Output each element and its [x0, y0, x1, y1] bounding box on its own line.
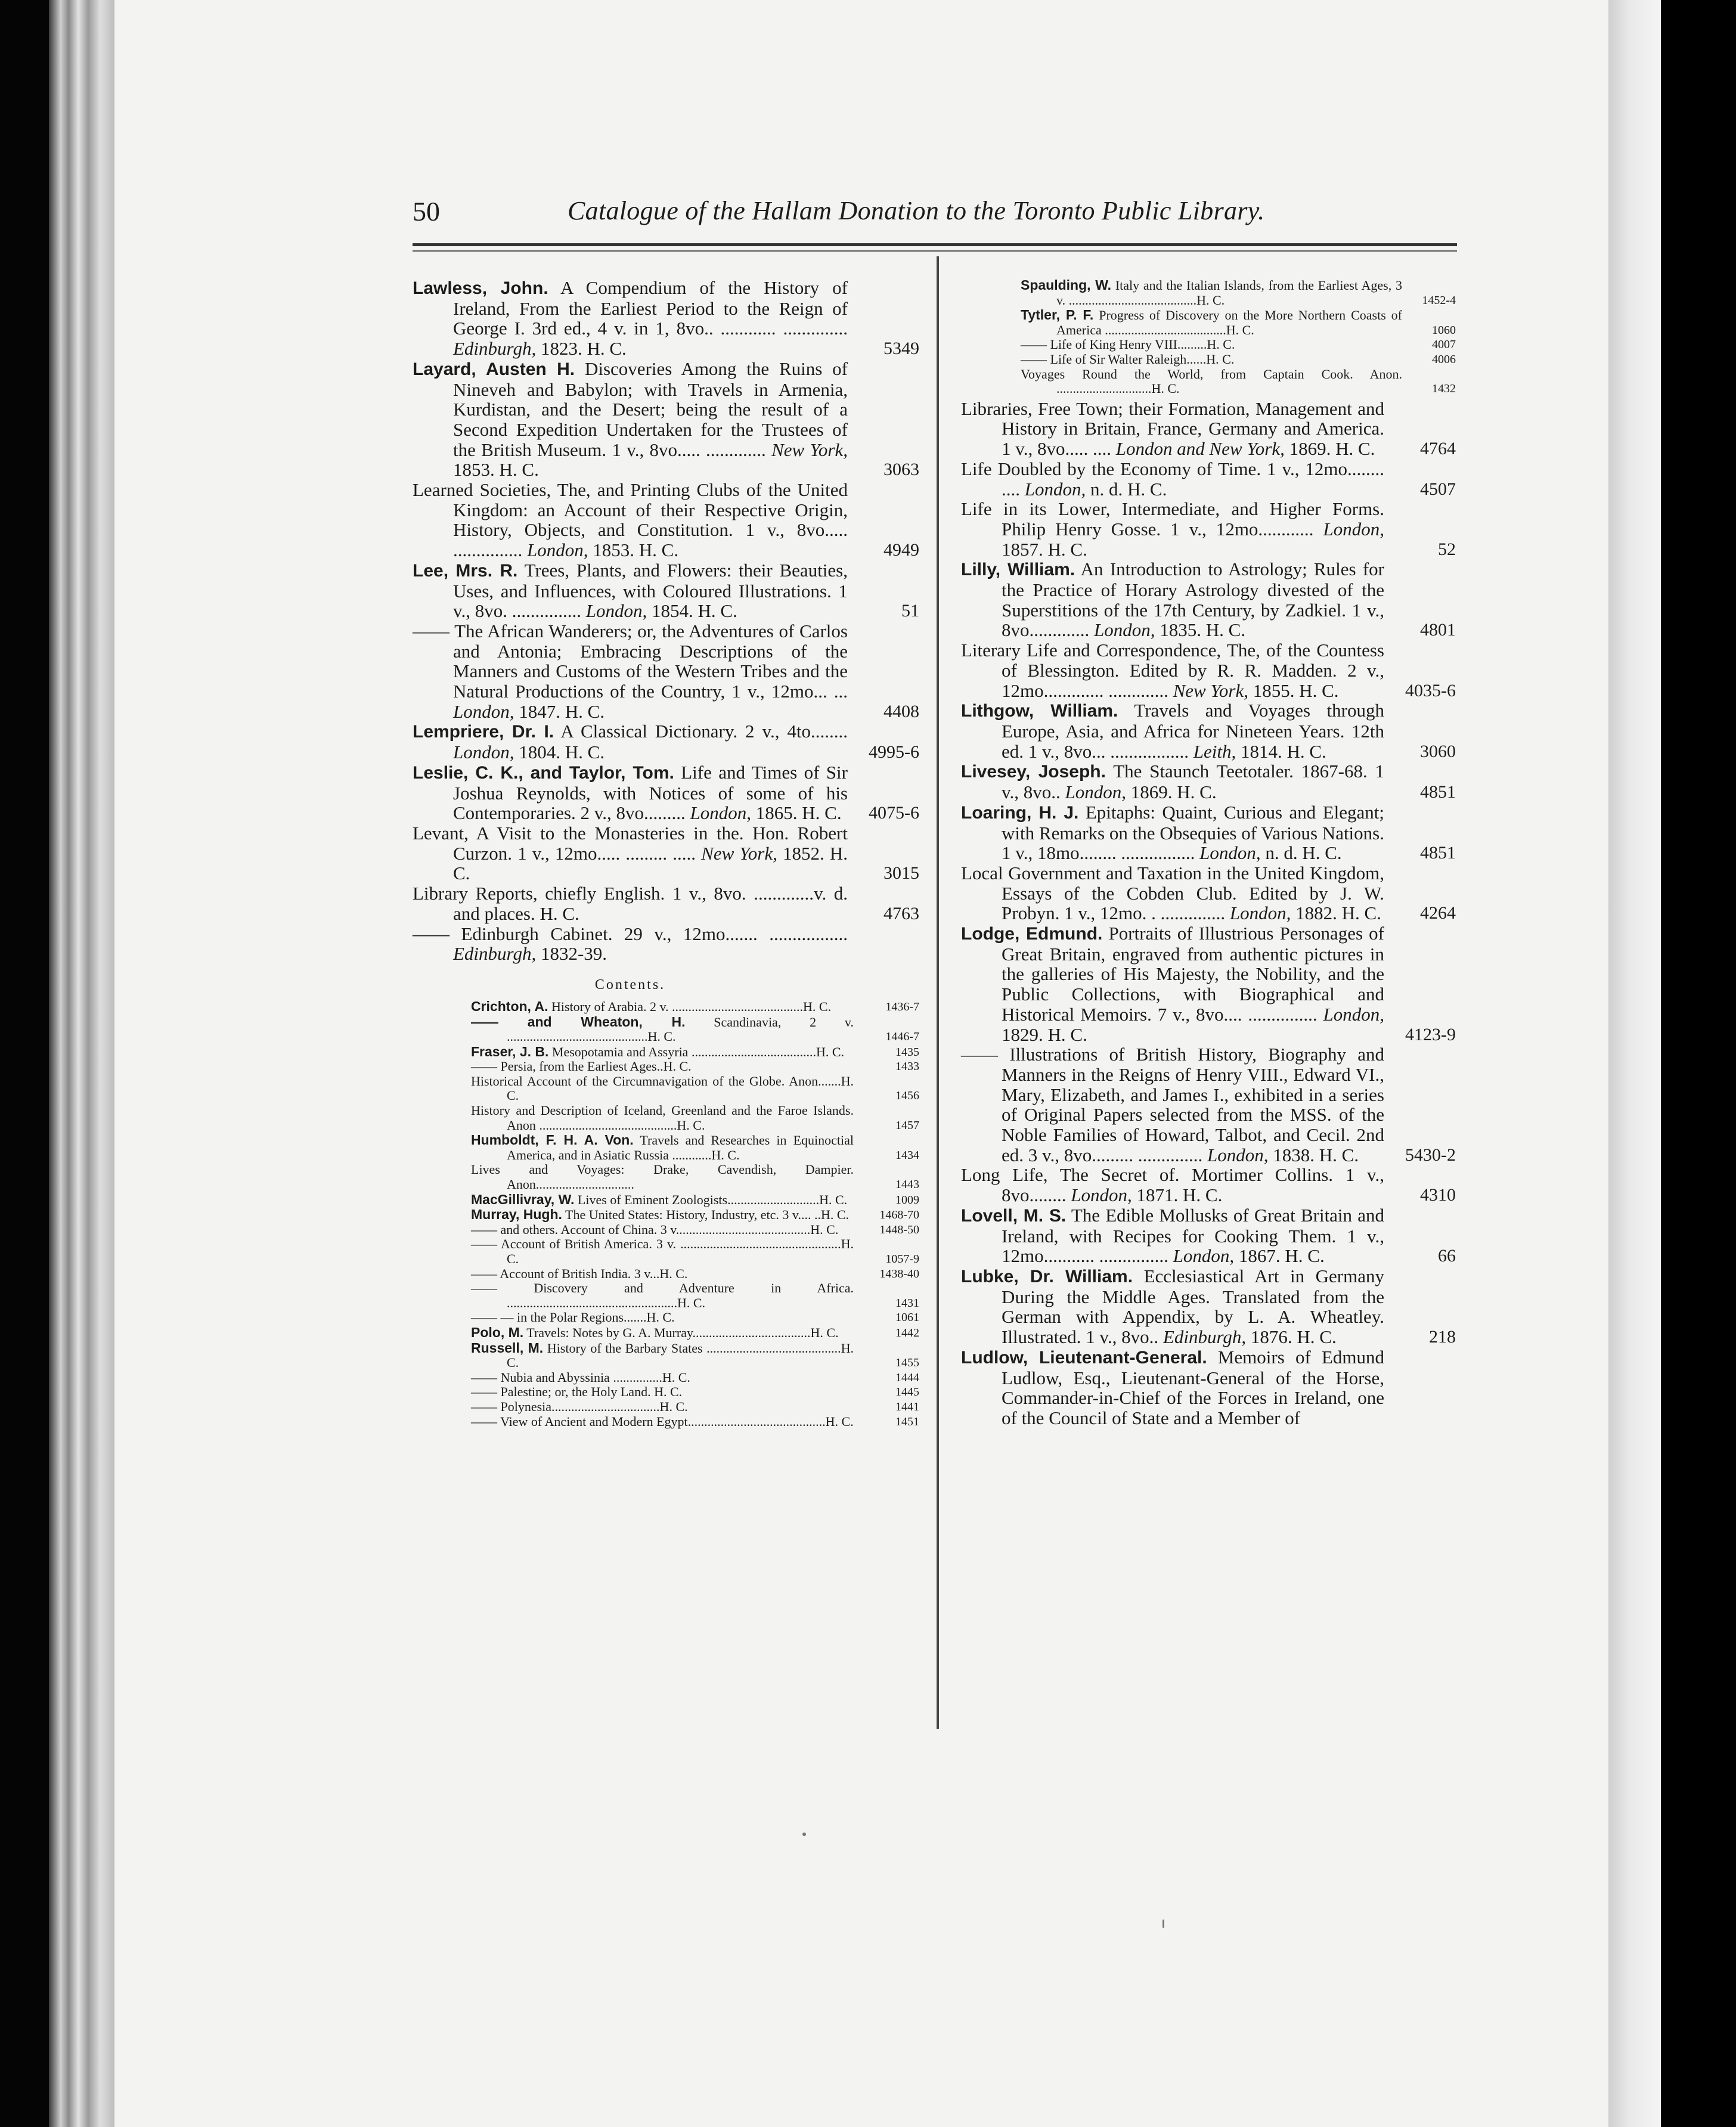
- catalogue-entry: [961, 863, 1456, 923]
- entry-date: 1869. H. C.: [1130, 782, 1217, 803]
- catalogue-entry: [961, 559, 1456, 640]
- page-number: 50: [413, 196, 440, 227]
- entry-date: 1829. H. C.: [1002, 1024, 1087, 1045]
- entry-description: A Classical Dictionary. 2 v., 4to........: [560, 721, 848, 742]
- entry-imprint: London,: [1229, 903, 1291, 924]
- item-description: Italy and the Italian Islands, from the Earliest Ages, 3 v. .......................................H. C.: [1056, 278, 1402, 308]
- entry-number: 3063: [884, 460, 919, 480]
- item-description: —— Discovery and Adventure in Africa. ....................................................H. C.: [471, 1280, 854, 1310]
- item-number: 1432: [1432, 382, 1456, 396]
- contents-item: [471, 1237, 919, 1266]
- catalogue-entry: [961, 1205, 1456, 1266]
- entry-description: The Edible Mollusks of Great Britain and Ireland, with Recipes for Cooking Them. 1 v., 12mo........... ...............: [1002, 1204, 1384, 1267]
- left-entries: [413, 278, 919, 964]
- item-number: 1442: [895, 1326, 919, 1340]
- contents-item: [471, 1044, 919, 1060]
- item-number: 1435: [895, 1045, 919, 1059]
- item-description: —— Palestine; or, the Holy Land. H. C.: [471, 1384, 683, 1400]
- contents-item: [1021, 352, 1456, 367]
- catalogue-entry: [413, 621, 919, 722]
- contents-item: [471, 1223, 919, 1238]
- catalogue-entry: [961, 1266, 1456, 1347]
- entry-imprint: London and New York,: [1115, 438, 1285, 460]
- entry-author: Leslie, C. K., and Taylor, Tom.: [413, 762, 674, 783]
- entry-imprint: London,: [453, 700, 514, 722]
- contents-item: [1021, 337, 1456, 352]
- entry-date: 1854. H. C.: [652, 600, 737, 622]
- item-description: Travels: Notes by G. A. Murray....................................H. C.: [526, 1325, 839, 1340]
- item-description: Travels and Researches in Equinoctial America, and in Asiatic Russia ............H. C.: [507, 1133, 854, 1162]
- catalogue-entry: [961, 1044, 1456, 1165]
- contents-item: [471, 1371, 919, 1385]
- entry-number: 4764: [1420, 439, 1456, 459]
- item-number: 1445: [895, 1385, 919, 1399]
- entry-date: 1865. H. C.: [755, 802, 842, 824]
- entry-author: Lempriere, Dr. I.: [413, 722, 554, 742]
- item-number: 1457: [895, 1118, 919, 1132]
- contents-item: [471, 1074, 919, 1103]
- entry-imprint: Edinburgh,: [453, 943, 537, 965]
- item-description: —— Account of British India. 3 v...H. C.: [471, 1266, 688, 1281]
- entry-description: Literary Life and Correspondence, The, of the Countess of Blessington. Edited by R. R. Madden. 2 v., 12mo............. .............: [961, 640, 1384, 701]
- item-description: Lives and Voyages: Drake, Cavendish, Dampier. Anon..............................: [471, 1162, 854, 1192]
- entry-author: Livesey, Joseph.: [961, 762, 1106, 782]
- entry-number: 4851: [1420, 782, 1456, 802]
- entry-description: Libraries, Free Town; their Formation, Management and History in Britain, France, Germany and America. 1 v., 8vo..... ....: [961, 398, 1384, 460]
- entry-author: Ludlow, Lieutenant-General.: [961, 1347, 1207, 1368]
- item-number: 1448-50: [879, 1223, 919, 1236]
- entry-date: n. d. H. C.: [1265, 842, 1342, 864]
- entry-imprint: London,: [527, 539, 588, 561]
- entry-imprint: London,: [1323, 1003, 1384, 1025]
- entry-number: 4123-9: [1405, 1024, 1456, 1044]
- contents-item: [471, 1133, 919, 1162]
- item-number: 1433: [895, 1060, 919, 1074]
- entry-author: Lithgow, William.: [961, 701, 1118, 721]
- entry-number: 218: [1429, 1327, 1456, 1347]
- item-number: 1060: [1432, 323, 1456, 337]
- entry-date: n. d. H. C.: [1090, 478, 1167, 500]
- entry-date: 1876. H. C.: [1250, 1326, 1337, 1348]
- entry-number: 4995-6: [869, 742, 919, 762]
- entry-date: 1867. H. C.: [1238, 1245, 1325, 1267]
- entry-description: Levant, A Visit to the Monasteries in the. Hon. Robert Curzon. 1 v., 12mo..... ......... .....: [413, 822, 848, 864]
- catalogue-entry: [413, 823, 919, 883]
- entry-date: 1871. H. C.: [1136, 1185, 1223, 1206]
- entry-imprint: London,: [1065, 782, 1126, 803]
- entry-imprint: London,: [690, 802, 751, 824]
- item-description: History of Arabia. 2 v. ........................................H. C.: [551, 999, 832, 1014]
- item-description: —— — in the Polar Regions.......H. C.: [471, 1310, 675, 1325]
- contents-item: [471, 1400, 919, 1415]
- catalogue-entry: [413, 762, 919, 823]
- catalogue-entry: [413, 278, 919, 359]
- header-rule: [413, 243, 1457, 246]
- entry-imprint: Edinburgh,: [453, 338, 537, 359]
- contents-item: [471, 999, 919, 1015]
- catalogue-entry: [961, 640, 1456, 700]
- item-description: —— Polynesia.................................H. C.: [471, 1399, 688, 1414]
- contents-item: [471, 1059, 919, 1074]
- item-description: —— View of Ancient and Modern Egypt..........................................H. C.: [471, 1413, 854, 1429]
- entry-number: 4507: [1420, 479, 1456, 499]
- item-description: Scandinavia, 2 v. ...........................................H. C.: [507, 1014, 854, 1044]
- entry-imprint: London,: [1071, 1185, 1132, 1206]
- entry-number: 66: [1438, 1246, 1456, 1266]
- contents-item: [471, 1162, 919, 1192]
- entry-date: 1814. H. C.: [1240, 740, 1326, 762]
- entry-date: 1857. H. C.: [1002, 538, 1087, 560]
- contents-item: [471, 1341, 919, 1371]
- entry-date: 1869. H. C.: [1289, 438, 1375, 460]
- entry-description: Portraits of Illustrious Personages of Great Britain, engraved from authentic pictures in the galleries of His Majesty, the Nobility, and the Public Collections, with Biographical and Historical Memoirs. 7 v., 8vo.... ...............: [1002, 923, 1385, 1025]
- entry-imprint: London,: [1323, 518, 1384, 539]
- entry-description: Long Life, The Secret of. Mortimer Collins. 1 v., 8vo........: [961, 1164, 1384, 1206]
- item-number: 4007: [1432, 338, 1456, 352]
- entry-author: Lilly, William.: [961, 560, 1075, 580]
- contents-heading: Contents.: [594, 976, 666, 993]
- item-description: History and Description of Iceland, Greenland and the Faroe Islands. Anon ..........................................H. C.: [471, 1103, 854, 1133]
- item-number: 1443: [895, 1178, 919, 1192]
- catalogue-entry: [961, 499, 1456, 559]
- entry-number: 5430-2: [1405, 1145, 1456, 1165]
- entry-number: 5349: [884, 339, 919, 359]
- entry-author: Lee, Mrs. R.: [413, 560, 518, 581]
- item-author: Tytler, P. F.: [1021, 307, 1094, 323]
- entry-date: 1832-39.: [540, 943, 607, 965]
- entry-date: 1838. H. C.: [1273, 1144, 1359, 1165]
- entry-author: Lovell, M. S.: [961, 1205, 1067, 1226]
- entry-imprint: London,: [1207, 1144, 1269, 1165]
- contents-item: [471, 1415, 919, 1430]
- entry-author: Lawless, John.: [413, 278, 548, 298]
- item-number: 1441: [895, 1400, 919, 1413]
- left-column: [413, 278, 919, 1429]
- contents-item: [1021, 367, 1456, 396]
- scan-speck: [1162, 1920, 1164, 1928]
- catalogue-entry: [413, 883, 919, 923]
- item-description: Mesopotamia and Assyria ......................................H. C.: [551, 1044, 845, 1059]
- entry-description: An Introduction to Astrology; Rules for the Practice of Horary Astrology divested of the Superstitions of the 17th Century, by Zadkiel. 1 v., 8vo.............: [1002, 559, 1385, 641]
- entry-date: 1882. H. C.: [1295, 903, 1381, 924]
- catalogue-entry: [961, 700, 1456, 761]
- item-number: 1451: [895, 1415, 919, 1428]
- contents-item: [471, 1281, 919, 1310]
- entry-number: 4264: [1420, 903, 1456, 923]
- entry-description: —— Edinburgh Cabinet. 29 v., 12mo....... .................: [413, 923, 848, 944]
- contents-item: [471, 1325, 919, 1341]
- entry-number: 4763: [884, 903, 919, 923]
- facing-page-edge: [1608, 0, 1661, 2127]
- item-author: Fraser, J. B.: [471, 1043, 549, 1059]
- entry-imprint: New York,: [701, 842, 777, 864]
- right-entries: [961, 399, 1456, 1428]
- running-title: Catalogue of the Hallam Donation to the Toronto Public Library.: [568, 196, 1265, 225]
- book-spine: [49, 0, 114, 2127]
- contents-item: [1021, 278, 1456, 308]
- item-description: —— Account of British America. 3 v. .................................................H. C.: [471, 1236, 854, 1266]
- entry-imprint: London,: [1094, 619, 1155, 641]
- contents-list: [471, 999, 919, 1429]
- item-description: Historical Account of the Circumnavigation of the Globe. Anon.......H. C.: [471, 1073, 854, 1103]
- catalogue-entry: [961, 1347, 1456, 1428]
- entry-description: Local Government and Taxation in the United Kingdom, Essays of the Cobden Club. Edited by J. W. Probyn. 1 v., 12mo. . ..............: [961, 862, 1384, 924]
- entry-author: Layard, Austen H.: [413, 359, 575, 379]
- item-description: —— Life of Sir Walter Raleigh......H. C.: [1021, 351, 1235, 367]
- entry-number: 4851: [1420, 843, 1456, 863]
- item-author: Murray, Hugh.: [471, 1207, 562, 1223]
- item-number: 1455: [895, 1356, 919, 1370]
- entry-number: 3015: [884, 863, 919, 883]
- catalogue-entry: [413, 359, 919, 480]
- entry-imprint: New York,: [1173, 680, 1248, 701]
- item-description: Progress of Discovery on the More Northern Coasts of America .....................................H. C.: [1056, 308, 1403, 337]
- column-divider: [937, 256, 939, 1729]
- item-description: Lives of Eminent Zoologists............................H. C.: [577, 1192, 848, 1207]
- entry-description: Travels and Voyages through Europe, Asia, and Africa for Nineteen Years. 12th ed. 1 v., 8vo... .................: [1002, 700, 1384, 762]
- entry-number: 4035-6: [1405, 680, 1456, 700]
- entry-number: 4949: [884, 540, 919, 560]
- catalogue-entry: [961, 923, 1456, 1044]
- contents-item: [471, 1310, 919, 1325]
- entry-date: 1804. H. C.: [519, 742, 605, 763]
- scan-speck: [802, 1833, 806, 1836]
- entry-description: Memoirs of Edmund Ludlow, Esq., Lieutenant-General of the Horse, Commander-in-Chief of the Forces in Ireland, one of the Council of State and a Member of: [1002, 1346, 1384, 1428]
- item-author: Spaulding, W.: [1021, 277, 1112, 293]
- item-author: Crichton, A.: [471, 998, 548, 1014]
- entry-description: Life in its Lower, Intermediate, and Higher Forms. Philip Henry Gosse. 1 v., 12mo............: [961, 498, 1384, 539]
- entry-imprint: Edinburgh,: [1162, 1326, 1247, 1348]
- catalogue-entry: [413, 560, 919, 621]
- item-number: 1456: [895, 1089, 919, 1103]
- item-number: 1057-9: [885, 1252, 919, 1266]
- entry-number: 4408: [884, 701, 919, 721]
- item-description: —— Persia, from the Earliest Ages..H. C.: [471, 1059, 692, 1074]
- entry-description: Ecclesiastical Art in Germany During the Middle Ages. Translated from the German with Appendix, by L. A. Wheatley. Illustrated. 1 v., 8vo..: [1002, 1265, 1384, 1348]
- item-number: 1061: [895, 1311, 919, 1325]
- right-top-list: [1021, 278, 1456, 396]
- contents-item: [471, 1207, 919, 1223]
- entry-imprint: London,: [453, 742, 514, 763]
- entry-number: 51: [901, 601, 919, 621]
- contents-item: [471, 1103, 919, 1133]
- scan-border-right: [1661, 0, 1736, 2127]
- scan-border-left: [0, 0, 49, 2127]
- entry-number: 4310: [1420, 1185, 1456, 1205]
- item-author: Humboldt, F. H. A. Von.: [471, 1132, 634, 1148]
- entry-description: —— Illustrations of British History, Biography and Manners in the Reigns of Henry VIII., Edward VI., Mary, Elizabeth, and James I., exhibited in a series of Original Papers selected from the MSS. of the Noble Families of Howard, Talbot, and Cecil. 2nd ed. 3 v., 8vo......... ..............: [961, 1044, 1384, 1165]
- item-description: —— and others. Account of China. 3 v.........................................H. C.: [471, 1221, 839, 1237]
- entry-description: The Staunch Teetotaler. 1867-68. 1 v., 8vo..: [1002, 761, 1385, 803]
- item-number: 1434: [895, 1148, 919, 1162]
- entry-imprint: London,: [1173, 1245, 1235, 1267]
- item-description: The United States: History, Industry, etc. 3 v.... ..H. C.: [565, 1207, 850, 1223]
- catalogue-entry: [413, 924, 919, 964]
- entry-imprint: New York,: [771, 439, 848, 460]
- catalogue-entry: [961, 761, 1456, 802]
- contents-item: [1021, 308, 1456, 337]
- item-author: Polo, M.: [471, 1324, 524, 1340]
- item-description: —— Nubia and Abyssinia ...............H. C.: [471, 1369, 690, 1385]
- entry-number: 4075-6: [869, 803, 919, 823]
- item-number: 1444: [895, 1371, 919, 1384]
- entry-author: Lodge, Edmund.: [961, 924, 1103, 944]
- contents-item: [471, 1385, 919, 1400]
- right-column: [961, 278, 1456, 1428]
- catalogue-entry: [413, 721, 919, 762]
- entry-date: 1823. H. C.: [540, 338, 627, 359]
- entry-date: 1852. H. C.: [453, 842, 848, 884]
- entry-description: Epitaphs: Quaint, Curious and Elegant; with Remarks on the Obsequies of Various Nations. 1 v., 18mo........ ................: [1002, 801, 1385, 864]
- catalogue-entry: [961, 459, 1456, 499]
- entry-imprint: London,: [1199, 842, 1261, 864]
- catalogue-entry: [413, 480, 919, 560]
- entry-date: 1853. H. C.: [593, 539, 679, 561]
- item-description: —— Life of King Henry VIII.........H. C.: [1021, 337, 1235, 352]
- entry-date: 1835. H. C.: [1160, 619, 1246, 641]
- contents-item: [471, 1192, 919, 1208]
- item-number: 1431: [895, 1296, 919, 1310]
- catalogue-entry: [961, 399, 1456, 459]
- item-author: Russell, M.: [471, 1340, 544, 1356]
- item-number: 1438-40: [879, 1267, 919, 1280]
- header-rule-thin: [413, 250, 1457, 252]
- entry-imprint: London,: [585, 600, 647, 622]
- catalogue-entry: [961, 802, 1456, 863]
- item-number: 1452-4: [1422, 293, 1456, 307]
- entry-description: Life Doubled by the Economy of Time. 1 v., 12mo........ ....: [961, 458, 1384, 500]
- entry-number: 52: [1438, 539, 1456, 559]
- item-number: 1436-7: [885, 1000, 919, 1013]
- item-author: —— and Wheaton, H.: [471, 1013, 686, 1030]
- entry-number: 3060: [1420, 741, 1456, 761]
- entry-description: —— The African Wanderers; or, the Adventures of Carlos and Antonia; Embracing Descriptions of the Manners and Customs of the Western Tribes and the Natural Productions of the Country, 1 v., 12mo... ...: [413, 620, 848, 702]
- entry-number: 4801: [1420, 620, 1456, 640]
- entry-imprint: Leith,: [1193, 740, 1236, 762]
- entry-description: A Compendium of the History of Ireland, From the Earliest Period to the Reign of George I. 3rd ed., 4 v. in 1, 8vo.. ............ ..............: [453, 277, 848, 339]
- entry-date: 1847. H. C.: [519, 700, 605, 722]
- item-number: 1446-7: [885, 1030, 919, 1044]
- item-number: 1009: [895, 1193, 919, 1207]
- entry-description: Learned Societies, The, and Printing Clubs of the United Kingdom: an Account of their Respective Origin, History, Objects, and Constitution. 1 v., 8vo..... ...............: [413, 479, 848, 561]
- entry-date: 1853. H. C.: [453, 459, 539, 480]
- entry-date: 1855. H. C.: [1253, 680, 1339, 701]
- entry-imprint: London,: [1024, 478, 1086, 500]
- item-author: MacGillivray, W.: [471, 1191, 575, 1207]
- entry-author: Lubke, Dr. William.: [961, 1266, 1133, 1286]
- item-description: History of the Barbary States .........................................H. C.: [507, 1340, 854, 1371]
- entry-author: Loaring, H. J.: [961, 802, 1079, 823]
- entry-description: Library Reports, chiefly English. 1 v., 8vo. .............v. d. and places. H. C.: [413, 883, 848, 924]
- item-description: Voyages Round the World, from Captain Cook. Anon. .............................H. C.: [1021, 366, 1402, 396]
- entry-description: Life and Times of Sir Joshua Reynolds, with Notices of some of his Contemporaries. 2 v., 8vo.........: [453, 761, 848, 824]
- contents-item: [471, 1267, 919, 1282]
- item-number: 4006: [1432, 352, 1456, 366]
- contents-item: [471, 1015, 919, 1044]
- entry-description: Trees, Plants, and Flowers: their Beauties, Uses, and Influences, with Coloured Illustrations. 1 v., 8vo. ...............: [453, 559, 848, 622]
- catalogue-entry: [961, 1165, 1456, 1205]
- item-number: 1468-70: [879, 1208, 919, 1222]
- entry-description: Discoveries Among the Ruins of Nineveh and Babylon; with Travels in Armenia, Kurdistan, and the Desert; being the result of a Second Expedition Undertaken for the Trustees of the British Museum. 1 v., 8vo..... .............: [453, 358, 848, 460]
